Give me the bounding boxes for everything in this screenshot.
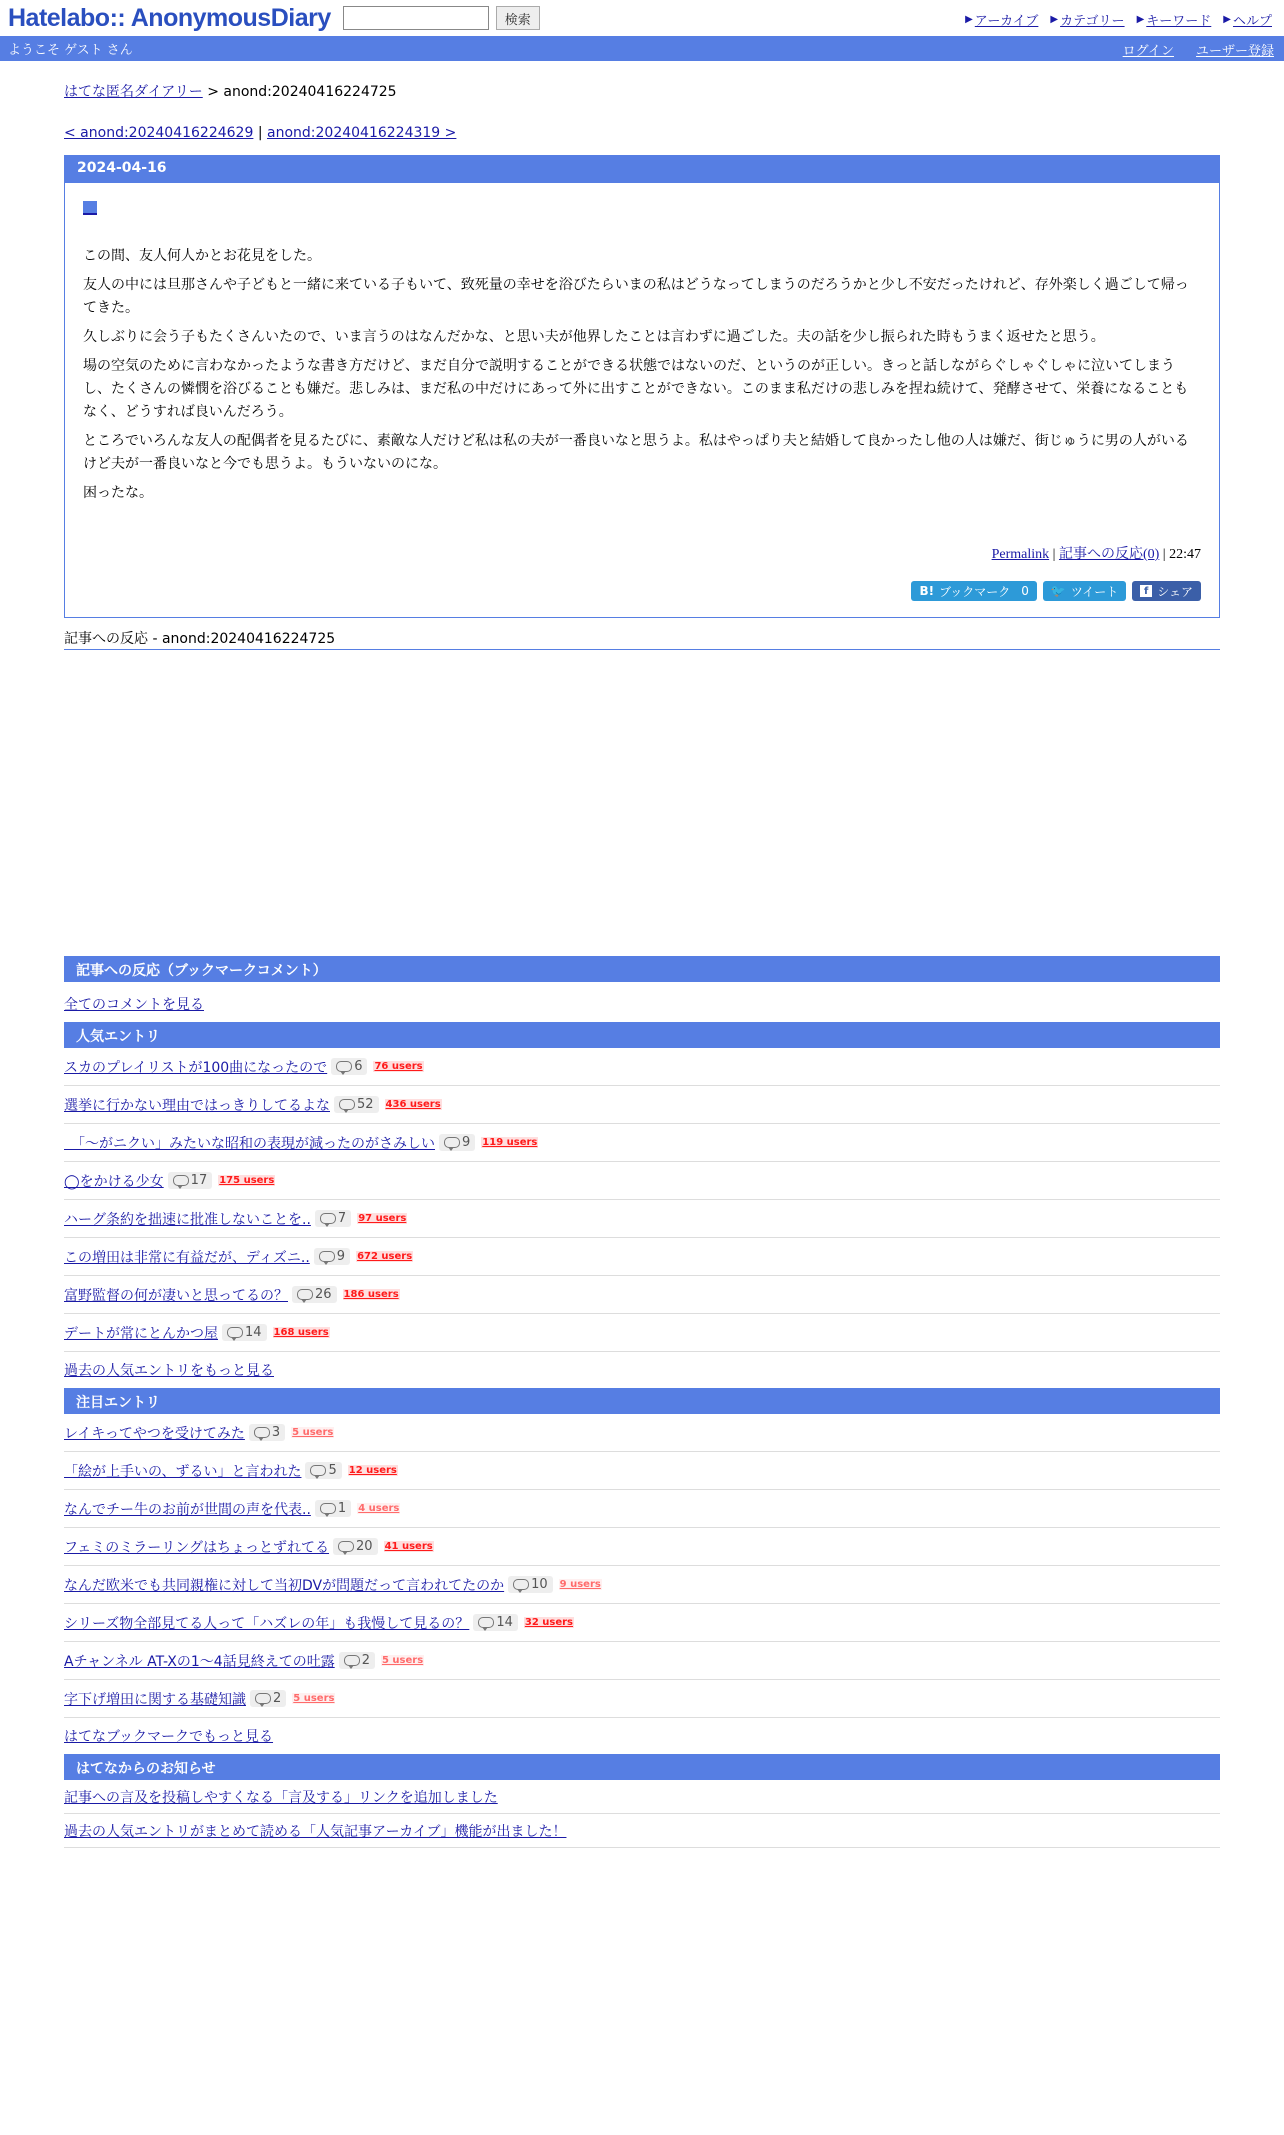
list-item xyxy=(64,1814,1220,1848)
entry-link[interactable]: 富野監督の何が凄いと思ってるの？ xyxy=(64,1287,288,1304)
entry-link[interactable]: Aチャンネル AT-Xの1〜4話見終えての吐露 xyxy=(64,1653,335,1670)
comment-count[interactable]: 2 xyxy=(339,1652,375,1669)
comment-count[interactable]: 52 xyxy=(334,1096,379,1113)
entry-pager xyxy=(64,125,1220,141)
entry-paragraph: この間、友人何人かとお花見をした。 xyxy=(83,248,321,264)
all-comments-row xyxy=(64,986,1220,1022)
nav-archive-label[interactable]: アーカイブ xyxy=(974,14,1039,29)
entry-link[interactable]: なんだ欧米でも共同親権に対して当初DVが問題だって言われてたのか xyxy=(64,1577,505,1594)
comment-count[interactable]: 7 xyxy=(315,1210,351,1227)
diary-entry xyxy=(64,155,1220,618)
entry-link[interactable]: シリーズ物全部見てる人って「ハズレの年」も我慢して見るの？ xyxy=(64,1615,470,1632)
entry-date: 2024-04-16 xyxy=(65,156,1219,183)
speech-bubble-icon xyxy=(320,1503,336,1514)
breadcrumb-separator: > xyxy=(207,84,219,100)
nav-archive[interactable] xyxy=(965,10,1038,29)
bookmark-users[interactable]: 119 users xyxy=(482,1137,538,1148)
search-input[interactable] xyxy=(343,6,489,30)
top-navigation xyxy=(965,10,1272,29)
bookmark-users[interactable]: 4 users xyxy=(358,1503,400,1514)
pager-separator: | xyxy=(257,125,263,141)
comment-count[interactable]: 6 xyxy=(331,1058,367,1075)
nav-category-label[interactable]: カテゴリー xyxy=(1060,14,1125,29)
speech-bubble-icon xyxy=(338,1541,354,1552)
breadcrumb xyxy=(64,81,1220,101)
notable-more-link[interactable]: はてなブックマークでもっと見る xyxy=(64,1729,274,1745)
comment-count[interactable]: 5 xyxy=(305,1462,341,1479)
speech-bubble-icon xyxy=(254,1427,270,1438)
site-header xyxy=(0,0,1284,36)
speech-bubble-icon xyxy=(513,1579,529,1590)
speech-bubble-icon xyxy=(339,1099,355,1110)
chevron-right-icon: ▶ xyxy=(1050,14,1059,25)
breadcrumb-root-link[interactable]: はてな匿名ダイアリー xyxy=(64,84,203,100)
list-item xyxy=(64,1414,1220,1452)
facebook-icon: f xyxy=(1140,585,1152,597)
bookmark-users[interactable]: 186 users xyxy=(343,1289,399,1300)
reactions-link[interactable]: 記事への反応(0) xyxy=(1058,547,1160,562)
news-list xyxy=(64,1780,1220,1848)
list-item xyxy=(64,1238,1220,1276)
list-item xyxy=(64,1604,1220,1642)
speech-bubble-icon xyxy=(320,1213,336,1224)
all-comments-link[interactable]: 全てのコメントを見る xyxy=(64,997,204,1013)
bookmark-users[interactable]: 672 users xyxy=(357,1251,413,1262)
entry-paragraph: ところでいろんな友人の配偶者を見るたびに、素敵な人だけど私は私の夫が一番良いなと思うよ。私はやっぱり夫と結婚して良かったし他の人は嫌だ、街じゅうに男の人がいるけど夫が一番良いなと今でも思うよ。もういないのにな。 xyxy=(83,433,1189,472)
hatena-bookmark-label: ブックマーク xyxy=(939,584,1011,599)
entry-link[interactable]: スカのプレイリストが100曲になったので xyxy=(64,1059,328,1076)
bookmark-users[interactable]: 32 users xyxy=(524,1617,573,1628)
popular-entries-list xyxy=(64,1048,1220,1352)
prev-entry-link[interactable]: < anond:20240416224629 xyxy=(64,125,254,141)
list-item xyxy=(64,1680,1220,1718)
notable-entries-header: 注目エントリ xyxy=(64,1388,1220,1414)
welcome-text: ようこそ ゲスト さん xyxy=(8,43,133,58)
register-link[interactable]: ユーザー登録 xyxy=(1195,44,1274,59)
popular-more-row xyxy=(64,1352,1220,1388)
entry-paragraph: 久しぶりに会う子もたくさんいたので、いま言うのはなんだかな、と思い夫が他界したことは言わずに過ごした。夫の話を少し振られた時もうまく返せたと思う。 xyxy=(83,329,1105,345)
speech-bubble-icon xyxy=(478,1617,494,1628)
news-link[interactable]: 過去の人気エントリがまとめて読める「人気記事アーカイブ」機能が出ました！ xyxy=(64,1823,567,1840)
facebook-share-label: シェア xyxy=(1157,584,1193,599)
speech-bubble-icon xyxy=(297,1289,313,1300)
entry-link[interactable]: 字下げ増田に関する基礎知識 xyxy=(64,1691,246,1708)
entry-paragraph: 困ったな。 xyxy=(83,485,153,501)
entry-time: 22:47 xyxy=(1169,547,1201,562)
comment-count[interactable]: 26 xyxy=(292,1286,337,1303)
ad-space xyxy=(64,650,1220,956)
bookmark-users[interactable]: 168 users xyxy=(273,1327,329,1338)
permalink-link[interactable]: Permalink xyxy=(991,547,1050,562)
entry-link[interactable]: なんでチー牛のお前が世間の声を代表.. xyxy=(64,1501,311,1518)
bookmark-comments-header: 記事への反応（ブックマークコメント） xyxy=(64,956,1220,982)
entry-link[interactable]: デートが常にとんかつ屋 xyxy=(64,1325,218,1342)
list-item xyxy=(64,1490,1220,1528)
list-item xyxy=(64,1162,1220,1200)
entry-paragraph: 場の空気のために言わなかったような書き方だけど、まだ自分で説明することができる状態ではないのだ、というのが正しい。きっと話しながらぐしゃぐしゃに泣いてしまうし、たくさんの憐憫を浴びることも嫌だ。悲しみは、まだ私の中だけにあって外に出すことができない。このまま私だけの悲しみを捏ね続けて、発酵させて、栄養になることもなく、どうすれば良いんだろう。 xyxy=(83,358,1189,420)
speech-bubble-icon xyxy=(344,1655,360,1666)
entry-permalink-square-icon[interactable] xyxy=(83,201,97,215)
comment-count[interactable]: 20 xyxy=(333,1538,378,1555)
speech-bubble-icon xyxy=(255,1693,271,1704)
comment-count[interactable]: 10 xyxy=(508,1576,553,1593)
bookmark-users[interactable]: 97 users xyxy=(358,1213,407,1224)
bookmark-users[interactable]: 436 users xyxy=(385,1099,441,1110)
popular-entries-header: 人気エントリ xyxy=(64,1022,1220,1048)
bookmark-users[interactable]: 175 users xyxy=(219,1175,275,1186)
entry-meta: Permalink | 記事への反応(0) | 22:47 xyxy=(991,547,1201,562)
chevron-right-icon: ▶ xyxy=(1136,14,1145,25)
bookmark-users[interactable]: 5 users xyxy=(381,1655,424,1666)
entry-link[interactable]: ハーグ条約を拙速に批准しないことを.. xyxy=(64,1211,311,1228)
list-item xyxy=(64,1452,1220,1490)
entry-link[interactable]: 「絵が上手いの、ずるい」と言われた xyxy=(64,1463,302,1480)
entry-link[interactable]: フェミのミラーリングはちょっとずれてる xyxy=(64,1539,330,1556)
list-item xyxy=(64,1276,1220,1314)
list-item xyxy=(64,1780,1220,1814)
list-item xyxy=(64,1314,1220,1352)
comment-count[interactable]: 9 xyxy=(439,1134,475,1151)
reactions-title: 記事への反応 - anond:20240416224725 xyxy=(64,628,1220,650)
speech-bubble-icon xyxy=(319,1251,335,1262)
notable-more-row xyxy=(64,1718,1220,1754)
nav-help-label[interactable]: ヘルプ xyxy=(1232,14,1272,29)
nav-keyword-label[interactable]: キーワード xyxy=(1146,14,1212,29)
list-item xyxy=(64,1048,1220,1086)
nav-category[interactable] xyxy=(1050,10,1124,29)
comment-count[interactable]: 9 xyxy=(314,1248,350,1265)
list-item xyxy=(64,1200,1220,1238)
speech-bubble-icon xyxy=(310,1465,326,1476)
hatena-bookmark-count: 0 xyxy=(1021,584,1029,598)
user-bar xyxy=(0,36,1284,61)
comment-count[interactable]: 2 xyxy=(250,1690,286,1707)
hatena-bookmark-button[interactable] xyxy=(911,581,1036,601)
list-item xyxy=(64,1086,1220,1124)
next-entry-link[interactable]: anond:20240416224319 > xyxy=(267,125,457,141)
speech-bubble-icon xyxy=(173,1175,189,1186)
speech-bubble-icon xyxy=(444,1137,460,1148)
bookmark-users[interactable]: 76 users xyxy=(374,1061,423,1072)
list-item xyxy=(64,1566,1220,1604)
list-item xyxy=(64,1124,1220,1162)
tweet-button[interactable] xyxy=(1043,581,1126,601)
bookmark-users[interactable]: 9 users xyxy=(559,1579,601,1590)
comment-count[interactable]: 17 xyxy=(168,1172,213,1189)
nav-help[interactable] xyxy=(1223,10,1272,29)
bookmark-users[interactable]: 5 users xyxy=(293,1693,335,1704)
hatena-bookmark-icon: B! xyxy=(919,584,935,598)
entry-link[interactable]: ◯をかける少女 xyxy=(64,1173,164,1190)
search-button[interactable]: 検索 xyxy=(496,6,540,30)
comment-count[interactable]: 1 xyxy=(315,1500,351,1517)
bookmark-users[interactable]: 41 users xyxy=(384,1541,433,1552)
comment-count[interactable]: 14 xyxy=(473,1614,518,1631)
list-item xyxy=(64,1642,1220,1680)
site-logo[interactable]: Hatelabo:: AnonymousDiary xyxy=(8,3,331,32)
bookmark-users[interactable]: 5 users xyxy=(292,1427,334,1438)
comment-count[interactable]: 3 xyxy=(249,1424,285,1441)
entry-link[interactable]: 「〜がニクい」みたいな昭和の表現が減ったのがさみしい xyxy=(64,1135,435,1152)
chevron-right-icon: ▶ xyxy=(1223,14,1231,25)
login-link[interactable]: ログイン xyxy=(1122,44,1174,59)
main-content xyxy=(64,61,1220,1848)
popular-more-link[interactable]: 過去の人気エントリをもっと見る xyxy=(64,1363,274,1379)
bookmark-users[interactable]: 12 users xyxy=(348,1465,397,1476)
entry-paragraph: 友人の中には旦那さんや子どもと一緒に来ている子もいて、致死量の幸せを浴びたらいまの私はどうなってしまうのだろうかと少し不安だったけれど、存外楽しく過ごして帰ってきた。 xyxy=(83,277,1189,316)
share-buttons xyxy=(83,581,1201,601)
comment-count[interactable]: 14 xyxy=(222,1324,267,1341)
speech-bubble-icon xyxy=(336,1061,352,1072)
speech-bubble-icon xyxy=(227,1327,243,1338)
tweet-label: ツイート xyxy=(1070,584,1119,599)
nav-keyword[interactable] xyxy=(1137,10,1212,29)
breadcrumb-current: anond:20240416224725 xyxy=(223,84,397,100)
entry-link[interactable]: レイキってやつを受けてみた xyxy=(64,1425,245,1442)
news-header: はてなからのお知らせ xyxy=(64,1754,1220,1780)
notable-entries-list xyxy=(64,1414,1220,1718)
list-item xyxy=(64,1528,1220,1566)
news-link[interactable]: 記事への言及を投稿しやすくなる「言及する」リンクを追加しました xyxy=(64,1789,498,1806)
twitter-bird-icon: 🐦 xyxy=(1050,584,1066,598)
entry-link[interactable]: この増田は非常に有益だが、ディズニ.. xyxy=(64,1249,310,1266)
facebook-share-button[interactable] xyxy=(1132,581,1201,601)
entry-body xyxy=(83,245,1201,505)
entry-link[interactable]: 選挙に行かない理由ではっきりしてるよな xyxy=(64,1097,330,1114)
chevron-right-icon: ▶ xyxy=(965,14,973,25)
